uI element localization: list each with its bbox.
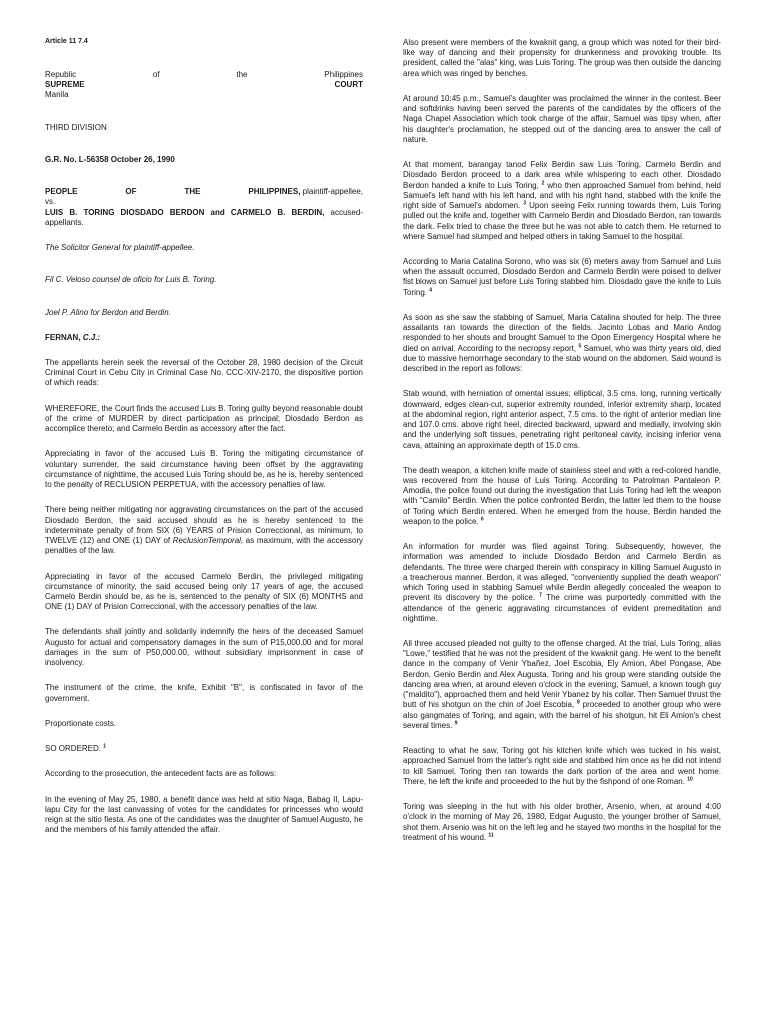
text-run-italic: ReclusionTemporal, — [172, 536, 244, 546]
text-run: At that moment, barangay tanod Felix Berdin saw Luis Toring, Carmelo Berdin and Diosdado Berdon proceed to a dark area while whispering to each other. Diosdado Berdon handed a knife to Luis Toring, — [403, 160, 721, 190]
paragraph — [403, 639, 721, 731]
division-title: THIRD DIVISION — [45, 122, 107, 132]
paragraph: WHEREFORE, the Court finds the accused Luis B. Toring guilty beyond reasonable doubt of the crime of MURDER by direct participation as principal; Diosdado Berdon as accomplice thereto; and Carmelo Berdin as accessory after the fact. — [45, 403, 363, 434]
footnote-ref[interactable]: 2 — [541, 179, 545, 186]
header-word: Republic — [45, 69, 77, 79]
paragraph: The defendants shall jointly and solidarily indemnify the heirs of the deceased Samuel Augusto for actual and compensatory damages in the sum of P15,000.00 and for moral damages in the sum of P50,000.00, without subsidiary imprisonment in case of insolvency. — [45, 627, 363, 668]
text-run: Toring was sleeping in the hut with his older brother, Arsenio, when, at around 4:00 o'clock in the morning of May 26, 1980, Edgar Augusto, the younger brother of Samuel, shot them. Arsenio was hit on the left leg and he stayed two months in the hospital for the treatment of his wound. — [403, 802, 721, 842]
text-run: Upon seeing Felix running towards them, Luis Toring pulled out the knife and, together with Carmelo Berdin and Diosdado Berdon, ran towards the dark. Felix tried to chase the three but he was not able to catch them. He returned to where Samuel had slumped and helped others in taking Samuel to the hospital. — [403, 201, 721, 241]
paragraph — [403, 542, 721, 624]
text-run: Samuel, who was thirty years old, died due to massive hemorrhage secondary to the stab wound on the abdomen. Said wound is described in the report as follows: — [403, 343, 721, 374]
left-column — [45, 38, 363, 836]
paragraph: Appreciating in favor of the accused Carmelo Berdin, the privileged mitigating circumstance of minority, the said accused being only 17 years of age, the accused Carmelo Berdin should be, as he is, sentenced to the penalty of SIX (6) MONTHS and ONE (1) DAY of Prision Correccional, with the accessory penalties of the law. — [45, 571, 363, 612]
footnote-ref[interactable]: 8 — [576, 699, 580, 706]
header-word: COURT — [334, 80, 363, 90]
text-run: The death weapon, a kitchen knife made of stainless steel and with a red-colored handle, was recovered from the house of Luis Toring. According to Patrolman Pantaleon P. Amodia, the police found out during the investigation that Luis Toring had left the weapon with "Camilo" Berdin. When the police confronted Berdin, the latter led them to the house of Toring which Berdin entered. When he emerged from the house, Berdin handed the weapon to the police. — [403, 465, 721, 526]
paragraph — [45, 505, 363, 556]
header-word: the — [236, 69, 248, 79]
gr-number: G.R. No. L-56358 October 26, 1990 — [45, 154, 175, 164]
paragraph: The appellants herein seek the reversal of the October 28, 1980 decision of the Circuit Criminal Court in Cebu City in Criminal Case No. CCC-XIV-2170, the dispositive portion of which reads: — [45, 358, 363, 388]
accused-names: LUIS B. TORING DIOSDADO BERDON and CARMELO B. BERDIN, — [45, 207, 325, 217]
plaintiff-word: PEOPLE — [45, 187, 78, 197]
right-column — [403, 38, 721, 843]
counsel-line: Fil C. Veloso counsel de oficio for Luis B. Toring. — [45, 275, 217, 285]
text-run: SO ORDERED. — [45, 744, 104, 754]
footnote-ref[interactable]: 6 — [480, 516, 484, 523]
paragraph: The instrument of the crime, the knife, Exhibit "B", is confiscated in favor of the government. — [45, 683, 363, 703]
footnote-ref[interactable]: 5 — [578, 342, 582, 349]
text-run: An information for murder was filed against Toring. Subsequently, however, the information was amended to include Diosdado Berdon and Carmelo Berdin as defendants. The three were charged therein with conspiracy in killing Samuel Augusto in a treacherous manner. Berdon, it was alleged, "conveniently supplied the death weapon" which Toring used in stabbing Samuel while Berdin allegedly concealed the weapon to prevent its discovery by the police. — [403, 542, 721, 603]
footnote-ref[interactable]: 9 — [454, 720, 458, 727]
footnote-ref[interactable]: 7 — [539, 592, 543, 599]
paragraph — [403, 160, 721, 242]
header-republic-line — [45, 70, 363, 80]
text-run: The crime was purportedly committed with the attendance of the generic aggravating circumstances of evident premeditation and nighttime. — [403, 593, 722, 623]
paragraph — [403, 313, 721, 374]
header-city: Manila — [45, 90, 69, 100]
plaintiff-last: PHILIPPINES, — [248, 187, 301, 197]
text-run: as maximum, with the accessory penalties of the law. — [45, 536, 364, 556]
paragraph: At around 10:45 p.m., Samuel's daughter was proclaimed the winner in the contest. Beer and softdrinks having been served the parents of the candidates by the officers of the Naga Chapel Association which took charge of the affair, Samuel was tipsy when, after his daughter's proclamation, he stepped out of the dancing area to answer the call of nature. — [403, 93, 721, 144]
paragraph: According to the prosecution, the antecedent facts are as follows: — [45, 769, 277, 779]
header-word: of — [152, 69, 160, 79]
footnote-ref[interactable]: 3 — [523, 200, 527, 207]
accused-role: accused-appellants. — [45, 207, 363, 227]
paragraph — [45, 744, 363, 754]
footnote-ref[interactable]: 11 — [488, 832, 494, 839]
paragraph — [403, 257, 721, 298]
opinion-author — [45, 333, 363, 343]
plaintiff-tail — [248, 187, 363, 197]
paragraph: Proportionate costs. — [45, 718, 117, 728]
header-word: Philippines — [324, 69, 363, 79]
paragraph — [403, 802, 721, 843]
footnote-ref[interactable]: 10 — [687, 776, 693, 783]
header-word: SUPREME — [45, 80, 85, 90]
article-tag: Article 11 7.4 — [45, 38, 88, 45]
paragraph: Also present were members of the kwaknit gang, a group which was noted for their bird-like way of dancing and their propensity for drunkenness and provoking trouble. Its president, called the "alas" king, was Luis Toring. The group was then outside the dancing area which was ringed by benches. — [403, 38, 721, 78]
text-run: According to Maria Catalina Sorono, who was six (6) meters away from Samuel and Luis when the assault occurred, Diosdado Berdon and Carmelo Berdin were poised to deliver fist blows on Samuel just before Luis Toring stabbed him. Diosdado gave the knife to Luis Toring. — [403, 256, 721, 297]
plaintiff-line — [45, 187, 363, 197]
footnote-ref[interactable]: 1 — [103, 743, 107, 750]
plaintiff-word: OF — [125, 187, 137, 197]
text-run: who then approached Samuel from behind, held Samuel's left hand with his left hand, and with his right hand, stabbed with the knife the right side of Samuel's abdomen. — [403, 180, 721, 211]
text-run: There being neither mitigating nor aggravating circumstances on the part of the accused Diosdado Berdon, the said accused should as he is hereby sentenced to the indeterminate penalty of from SIX (6) YEARS of Prision Correccional, as minimum, to TWELVE (12) and ONE (1) DAY of — [45, 505, 363, 546]
paragraph: In the evening of May 25, 1980, a benefit dance was held at sitio Naga, Babag II, Lapu-lapu City for the last canvassing of votes for the candidates for princesses who would reign at the sitio fiesta. As one of the candidates was the daughter of Samuel Augusto, he and the members of his family attended the affair. — [45, 794, 363, 835]
text-run: proceeded to another group who were also gangmates of Toring, and again, with the barrel of his shotgun, hit Eli Amion's chest several times. — [403, 700, 721, 730]
plaintiff-role: plaintiff-appellee, — [300, 187, 363, 197]
accused-line — [45, 208, 363, 228]
footnote-ref[interactable]: 4 — [429, 287, 433, 294]
header-supreme-line — [45, 80, 363, 90]
text-run: As soon as she saw the stabbing of Samuel, Maria Catalina shouted for help. The three assailants ran towards the direction of the fields. Jacinto Lobas and Mario Andog responded to her shouts and brought Samuel to the Opon Emergency Hospital where he died on arrival. According to the necropsy report, — [403, 312, 721, 353]
plaintiff-word: THE — [184, 187, 201, 197]
text-run: All three accused pleaded not guilty to the offense charged. At the trial, Luis Toring, alias "Lowe," testified that he was not the president of the kwaknit gang. He went to the benefit dance in the company of Venir Ybañez, Joel Escobia, Ely Amion, Abel Pongase, Abe Berdon, Genio Berdin and Alex Augusta. Toring and his group were standing outside the dancing area when, at around eleven o'clock in the evening, Samuel, a known tough guy ("maldito"), approached them and held Venir Ybanez by his collar. Then Samuel thrust the butt of his shotgun on the chin of Joel Escobia, — [403, 639, 721, 710]
paragraph: Appreciating in favor of the accused Luis B. Toring the mitigating circumstance of voluntary surrender, the said circumstance having been offset by the aggravating circumstance of nighttime, the accused Luis Toring should be, as he is, hereby sentenced to the penalty of RECLUSION PERPETUA, with the accessory penalties of law. — [45, 449, 363, 490]
paragraph — [403, 466, 721, 527]
counsel-line: The Solicitor General for plaintiff-appellee. — [45, 243, 195, 253]
paragraph — [403, 746, 721, 787]
paragraph: Stab wound, with herniation of omental issues; elliptical, 3.5 cms. long, running vertically downward, edges clean-cut, superior extremity rounded, inferior extremity sharp, located at the abdominal region, right anterior aspect, 7.5 cms. to the right of anterior median line and 107.0 cms. above right heel, directed backward, upward and medially, involving skin and the underlying soft tissues, penetrating right peritoneal cavity, incising inferior vena cava, attaining an approximate depth of 15.0 cms. — [403, 389, 721, 450]
author-name: FERNAN, — [45, 332, 81, 342]
versus: vs. — [45, 197, 56, 207]
counsel-line: Joel P. Alino for Berdon and Berdin. — [45, 307, 171, 317]
author-title: C.J.: — [80, 332, 101, 342]
text-run: Reacting to what he saw, Toring got his kitchen knife which was tucked in his waist, approached Samuel from the latter's right side and stabbed him once as he did not intend to kill Samuel. Toring then ran towards the dark portion of the area and went home. There, he left the knife and proceeded to the hut by the fishpond of one Roman. — [403, 746, 721, 786]
